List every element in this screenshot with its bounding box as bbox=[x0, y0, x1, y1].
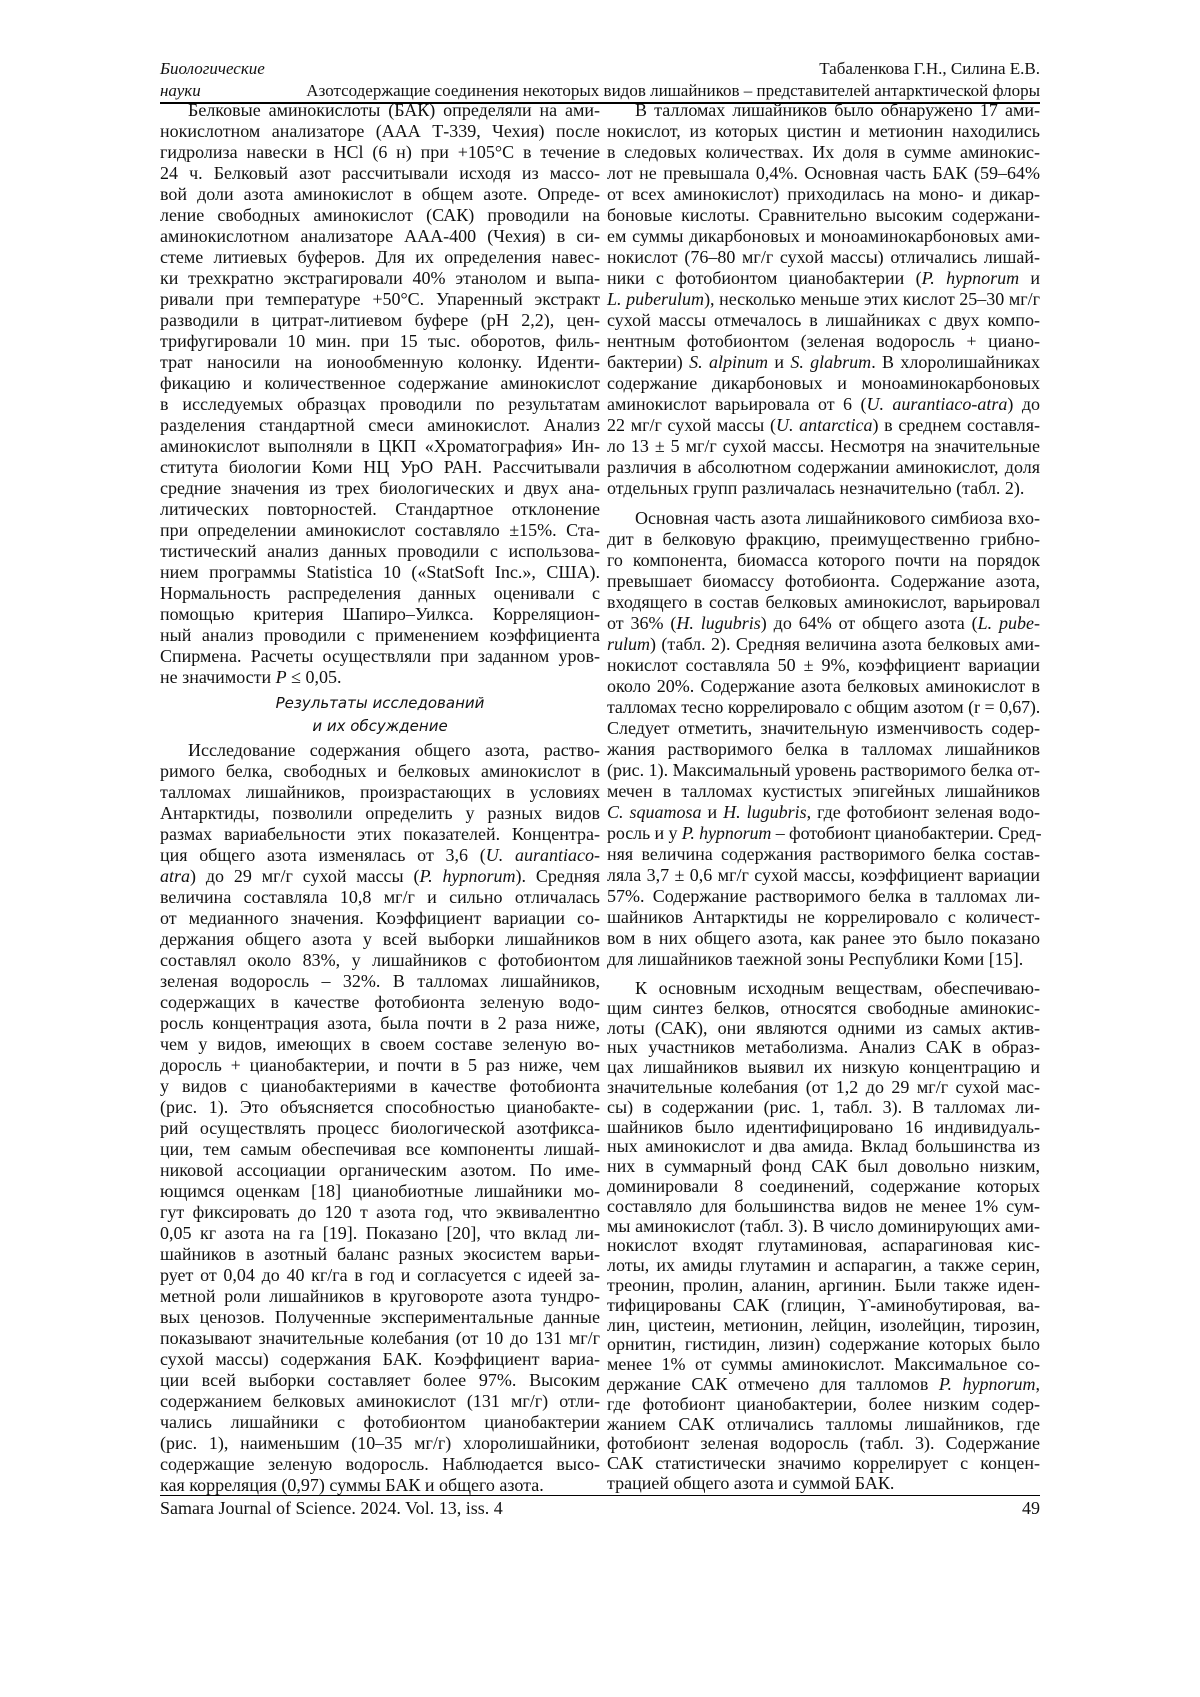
text-line: го компонента, биомасса которого почти на порядок bbox=[607, 550, 1040, 571]
text-line: нокислот, из которых цистин и метионин находились bbox=[607, 121, 1040, 142]
text-line: рий осуществлять процесс биологической азотфикса- bbox=[160, 1118, 600, 1139]
text-line: (рис. 1). Максимальный уровень растворимого белка от- bbox=[607, 760, 1040, 781]
text-line: В талломах лишайников было обнаружено 17 ами- bbox=[607, 100, 1040, 121]
text-line: аминокислот выполняли в ЦКП «Хроматография» Ин- bbox=[160, 436, 600, 457]
text-line: лоты (САК), они являются одними из самых актив- bbox=[607, 1019, 1040, 1039]
right-column bbox=[607, 100, 1040, 1494]
text-line: тистический анализ данных проводили с использова- bbox=[160, 541, 600, 562]
paragraph-methods bbox=[160, 100, 600, 688]
text-line: содержащие зеленую водоросль. Наблюдается высо- bbox=[160, 1454, 600, 1475]
header-section-line2: науки bbox=[160, 80, 265, 102]
text-line: ем суммы дикарбоновых и моноаминокарбоновых ами- bbox=[607, 226, 1040, 247]
text-line: от всех аминокислот) приходилась на моно- и дикар- bbox=[607, 184, 1040, 205]
text-line: К основным исходным веществам, обеспечиваю- bbox=[607, 979, 1040, 999]
text-line: различия в абсолютном содержании аминокислот, доля bbox=[607, 457, 1040, 478]
text-line: няя величина содержания растворимого белка состав- bbox=[607, 844, 1040, 865]
text-line: показывают значительные колебания (от 10 до 131 мг/г bbox=[160, 1328, 600, 1349]
text-line: метной роли лишайников в круговороте азота тундро- bbox=[160, 1286, 600, 1307]
text-line: держания общего азота у всей выборки лишайников bbox=[160, 929, 600, 950]
species-name: P. hypnorum bbox=[922, 268, 1019, 288]
text-line: ривали при температуре +50°С. Упаренный экстракт bbox=[160, 289, 600, 310]
text-line: орнитин, гистидин, лизин) содержание которых было bbox=[607, 1335, 1040, 1355]
text-line: ных участников метаболизма. Анализ САК в образ- bbox=[607, 1038, 1040, 1058]
text-line: Основная часть азота лишайникового симбиоза вхо- bbox=[607, 508, 1040, 529]
text-line: лот не превышала 0,4%. Основная часть БАК (59–64% bbox=[607, 163, 1040, 184]
text-line: нием программы Statistica 10 («StatSoft Inc.», США). bbox=[160, 562, 600, 583]
text-line: ции, тем самым обеспечивая все компоненты лишай- bbox=[160, 1139, 600, 1160]
text-line: шайников Антарктиды не коррелировало с количест- bbox=[607, 907, 1040, 928]
paragraph-protein-nitrogen bbox=[607, 508, 1040, 970]
text-line: Белковые аминокислоты (БАК) определяли на ами- bbox=[160, 100, 600, 121]
species-name: rulum bbox=[607, 634, 650, 654]
text-line: доминировали 8 соединений, содержание которых bbox=[607, 1177, 1040, 1197]
text-line: Нормальность распределения данных оценивали с bbox=[160, 583, 600, 604]
text-line: (рис. 1), наименьшим (10–35 мг/г) хлоролишайники, bbox=[160, 1433, 600, 1454]
text-line: мы аминокислот (табл. 3). В число доминирующих ами- bbox=[607, 1217, 1040, 1237]
text-line: Спирмена. Расчеты осуществляли при заданном уров- bbox=[160, 646, 600, 667]
text-line: сы) в содержании (рис. 1, табл. 3). В талломах ли- bbox=[607, 1098, 1040, 1118]
header-section bbox=[160, 58, 265, 102]
paragraph-results bbox=[160, 740, 600, 1496]
text-line: от 36% (H. lugubris) до 64% от общего азота (L. pube- bbox=[607, 613, 1040, 634]
section-heading-line2: и их обсуждение bbox=[160, 715, 600, 738]
species-name: L. pube- bbox=[978, 613, 1040, 633]
header-section-line1: Биологические bbox=[160, 58, 265, 80]
text-line: нокислот входят глутаминовая, аспарагиновая кис- bbox=[607, 1236, 1040, 1256]
text-line: ляла 3,7 ± 0,6 мг/г сухой массы, коэффициент вариации bbox=[607, 865, 1040, 886]
species-name: P. hypnorum bbox=[420, 866, 516, 886]
text-line: ция общего азота изменялась от 3,6 (U. aurantiaco- bbox=[160, 845, 600, 866]
species-name: S. glabrum bbox=[790, 352, 871, 372]
text-line: входящего в состав белковых аминокислот, варьировал bbox=[607, 592, 1040, 613]
left-column bbox=[160, 100, 600, 1496]
text-line: талломах лишайников, произрастающих в условиях bbox=[160, 782, 600, 803]
text-line: стеме литиевых буферов. Для их определения навес- bbox=[160, 247, 600, 268]
text-line: нокислот (76–80 мг/г сухой массы) отличались лишай- bbox=[607, 247, 1040, 268]
text-line: фикацию и количественное содержание аминокислот bbox=[160, 373, 600, 394]
text-line: для лишайников таежной зоны Республики Коми [15]. bbox=[607, 949, 1040, 970]
text-line: боновые кислоты. Сравнительно высоким содержани- bbox=[607, 205, 1040, 226]
text-line: ление свободных аминокислот (САК) проводили на bbox=[160, 205, 600, 226]
text-line: ки трехкратно экстрагировали 40% этанолом и выпа- bbox=[160, 268, 600, 289]
text-line: помощью критерия Шапиро–Уилкса. Корреляцион- bbox=[160, 604, 600, 625]
text-line: превышает биомассу фотобионта. Содержание азота, bbox=[607, 571, 1040, 592]
species-name: U. aurantiaco-atra bbox=[866, 394, 1007, 414]
text-line: трат наносили на ионообменную колонку. Иденти- bbox=[160, 352, 600, 373]
text-line: росль концентрация азота, была почти в 2 раза ниже, bbox=[160, 1013, 600, 1034]
text-line: римого белка, свободных и белковых аминокислот в bbox=[160, 761, 600, 782]
paragraph-free-amino-acids bbox=[607, 979, 1040, 1494]
text-line: вом в них общего азота, как ранее это было показано bbox=[607, 928, 1040, 949]
text-line: составляло для большинства видов не менее 1% сум- bbox=[607, 1197, 1040, 1217]
species-name: H. lugubris bbox=[676, 613, 760, 633]
species-name: L. puberulum bbox=[607, 289, 704, 309]
text-line: них в суммарный фонд САК был довольно низким, bbox=[607, 1157, 1040, 1177]
text-line: гидролиза навески в HCl (6 н) при +105°С в течение bbox=[160, 142, 600, 163]
text-line: 57%. Содержание растворимого белка в талломах ли- bbox=[607, 886, 1040, 907]
text-line: нентным фотобионтом (зеленая водоросль + циано- bbox=[607, 331, 1040, 352]
text-line: C. squamosa и H. lugubris, где фотобионт зеленая водо- bbox=[607, 802, 1040, 823]
species-name: H. lugubris bbox=[723, 802, 807, 822]
text-line: содержанием белковых аминокислот (131 мг/г) отли- bbox=[160, 1391, 600, 1412]
text-line: сухой массы) содержания БАК. Коэффициент вариа- bbox=[160, 1349, 600, 1370]
text-line: сухой массы отмечалось в лишайниках с двух компо- bbox=[607, 310, 1040, 331]
text-line: отдельных групп различалась незначительно (табл. 2). bbox=[607, 478, 1040, 499]
text-line: где фотобионт цианобактерии, более низким содер- bbox=[607, 1395, 1040, 1415]
text-line: чем у видов, имеющих в своем составе зеленую во- bbox=[160, 1034, 600, 1055]
text-line: разделения стандартной смеси аминокислот. Анализ bbox=[160, 415, 600, 436]
text-line: около 20%. Содержание азота белковых аминокислот в bbox=[607, 676, 1040, 697]
species-name: P. hypnorum bbox=[939, 1374, 1036, 1394]
text-line: тифицированы САК (глицин, ϒ-аминобутировая, ва- bbox=[607, 1296, 1040, 1316]
text-line: atra) до 29 мг/г сухой массы (P. hypnorum). Средняя bbox=[160, 866, 600, 887]
section-heading bbox=[160, 692, 600, 738]
species-name: atra bbox=[160, 866, 190, 886]
text-line: нокислот составляла 50 ± 9%, коэффициент вариации bbox=[607, 655, 1040, 676]
text-line: нокислотном анализаторе (ААА Т-339, Чехия) после bbox=[160, 121, 600, 142]
text-line: разводили в цитрат-литиевом буфере (рН 2,2), цен- bbox=[160, 310, 600, 331]
paragraph-amino-acids bbox=[607, 100, 1040, 499]
text-line: ло 13 ± 5 мг/г сухой массы. Несмотря на значительные bbox=[607, 436, 1040, 457]
text-line: (рис. 1). Это объясняется способностью цианобакте- bbox=[160, 1097, 600, 1118]
text-line: цах лишайников выявил их низкую концентрацию и bbox=[607, 1058, 1040, 1078]
text-line: треонин, пролин, аланин, аргинин. Были также иден- bbox=[607, 1276, 1040, 1296]
text-line: вых ценозов. Полученные экспериментальные данные bbox=[160, 1307, 600, 1328]
text-line: дит в белковую фракцию, преимущественно грибно- bbox=[607, 529, 1040, 550]
text-line: величина составляла 10,8 мг/г и сильно отличалась bbox=[160, 887, 600, 908]
species-name: U. antarctica bbox=[776, 415, 873, 435]
species-name: P. hypnorum bbox=[682, 823, 772, 843]
text-line: ных аминокислот и два амида. Вклад большинства из bbox=[607, 1137, 1040, 1157]
text-line: 24 ч. Белковый азот рассчитывали исходя из массо- bbox=[160, 163, 600, 184]
text-line: Антарктиды, позволили определить у разных видов bbox=[160, 803, 600, 824]
text-line: менее 1% от суммы аминокислот. Максимальное со- bbox=[607, 1355, 1040, 1375]
text-line: шайников было идентифицировано 16 индивидуаль- bbox=[607, 1118, 1040, 1138]
text-line: трацией общего азота и суммой БАК. bbox=[607, 1474, 1040, 1494]
text-line: 0,05 кг азота на га [19]. Показано [20], что вклад ли- bbox=[160, 1223, 600, 1244]
text-line: 22 мг/г сухой массы (U. antarctica) в среднем составля- bbox=[607, 415, 1040, 436]
species-name: S. alpinum bbox=[689, 352, 768, 372]
text-line: аминокислот варьировала от 6 (U. aurantiaco-atra) до bbox=[607, 394, 1040, 415]
text-line: ститута биологии Коми НЦ УрО РАН. Рассчитывали bbox=[160, 457, 600, 478]
text-line: у видов с цианобактериями в качестве фотобионта bbox=[160, 1076, 600, 1097]
text-line: в следовых количествах. Их доля в сумме аминокис- bbox=[607, 142, 1040, 163]
text-line: шайников в азотный баланс разных экосистем варьи- bbox=[160, 1244, 600, 1265]
text-line: никовой ассоциации органическим азотом. По име- bbox=[160, 1160, 600, 1181]
text-line: зеленая водоросль – 32%. В талломах лишайников, bbox=[160, 971, 600, 992]
text-line: фотобионт зеленая водоросль (табл. 3). Содержание bbox=[607, 1434, 1040, 1454]
text-line: щим синтез белков, относятся свободные аминокис- bbox=[607, 999, 1040, 1019]
text-line: аминокислотном анализаторе ААА-400 (Чехия) в си- bbox=[160, 226, 600, 247]
text-line: лоты, их амиды глутамин и аспарагин, а также серин, bbox=[607, 1256, 1040, 1276]
text-line: жания растворимого белка в талломах лишайников bbox=[607, 739, 1040, 760]
text-line: ный анализ проводили с применением коэффициента bbox=[160, 625, 600, 646]
header-authors: Табаленкова Г.Н., Силина Е.В. bbox=[819, 58, 1040, 80]
text-line: L. puberulum), несколько меньше этих кислот 25–30 мг/г bbox=[607, 289, 1040, 310]
text-line: жанием САК отличались талломы лишайников, где bbox=[607, 1415, 1040, 1435]
text-line: мечен в талломах кустистых эпигейных лишайников bbox=[607, 781, 1040, 802]
text-line: в исследуемых образцах проводили по результатам bbox=[160, 394, 600, 415]
text-line: содержащих в качестве фотобионта зеленую водо- bbox=[160, 992, 600, 1013]
text-line: от медианного значения. Коэффициент вариации со- bbox=[160, 908, 600, 929]
text-line: талломах тесно коррелировало с общим азотом (r = 0,67). bbox=[607, 697, 1040, 718]
text-line: лин, цистеин, метионин, лейцин, изолейцин, тирозин, bbox=[607, 1316, 1040, 1336]
text-line: САК статистически значимо коррелирует с концен- bbox=[607, 1454, 1040, 1474]
text-line: кая корреляция (0,97) суммы БАК и общего азота. bbox=[160, 1475, 600, 1496]
text-line: чались лишайники с фотобионтом цианобактерии bbox=[160, 1412, 600, 1433]
text-line: размах вариабельности этих показателей. Концентра- bbox=[160, 824, 600, 845]
text-line: вой доли азота аминокислот в общем азоте. Опреде- bbox=[160, 184, 600, 205]
text-line: составлял около 83%, у лишайников с фотобионтом bbox=[160, 950, 600, 971]
text-line: средние значения из трех биологических и двух ана- bbox=[160, 478, 600, 499]
text-line: содержание дикарбоновых и моноаминокарбоновых bbox=[607, 373, 1040, 394]
text-line: Исследование содержания общего азота, раство- bbox=[160, 740, 600, 761]
text-line: Следует отметить, значительную изменчивость содер- bbox=[607, 718, 1040, 739]
text-line: не значимости P ≤ 0,05. bbox=[160, 667, 600, 688]
text-line: держание САК отмечено для талломов P. hypnorum, bbox=[607, 1375, 1040, 1395]
text-line: рует от 0,04 до 40 кг/га в год и согласуется с идеей за- bbox=[160, 1265, 600, 1286]
text-line: ции всей выборки составляет более 97%. Высоким bbox=[160, 1370, 600, 1391]
page-number: 49 bbox=[1022, 1497, 1040, 1519]
text-line: доросль + цианобактерии, и почти в 5 раз ниже, чем bbox=[160, 1055, 600, 1076]
species-name: P bbox=[276, 667, 287, 687]
text-line: значительные колебания (от 1,2 до 29 мг/г сухой мас- bbox=[607, 1078, 1040, 1098]
footer-divider bbox=[160, 1495, 1040, 1496]
species-name: U. aurantiaco- bbox=[486, 845, 600, 865]
text-line: ющимся оценкам [18] цианобиотные лишайники мо- bbox=[160, 1181, 600, 1202]
text-line: ники с фотобионтом цианобактерии (P. hypnorum и bbox=[607, 268, 1040, 289]
footer-journal: Samara Journal of Science. 2024. Vol. 13, iss. 4 bbox=[160, 1497, 503, 1519]
text-line: rulum) (табл. 2). Средняя величина азота белковых ами- bbox=[607, 634, 1040, 655]
text-line: литических повторностей. Стандартное отклонение bbox=[160, 499, 600, 520]
text-line: росль и у P. hypnorum – фотобионт цианобактерии. Сред- bbox=[607, 823, 1040, 844]
text-line: трифугировали 10 мин. при 15 тыс. оборотов, филь- bbox=[160, 331, 600, 352]
text-line: при определении аминокислот составляло ±15%. Ста- bbox=[160, 520, 600, 541]
species-name: C. squamosa bbox=[607, 802, 702, 822]
header-article-title: Азотсодержащие соединения некоторых видов лишайников – представителей антарктической флоры bbox=[306, 80, 1040, 102]
section-heading-line1: Результаты исследований bbox=[160, 692, 600, 715]
text-line: бактерии) S. alpinum и S. glabrum. В хлоролишайниках bbox=[607, 352, 1040, 373]
text-line: гут фиксировать до 120 т азота год, что эквивалентно bbox=[160, 1202, 600, 1223]
